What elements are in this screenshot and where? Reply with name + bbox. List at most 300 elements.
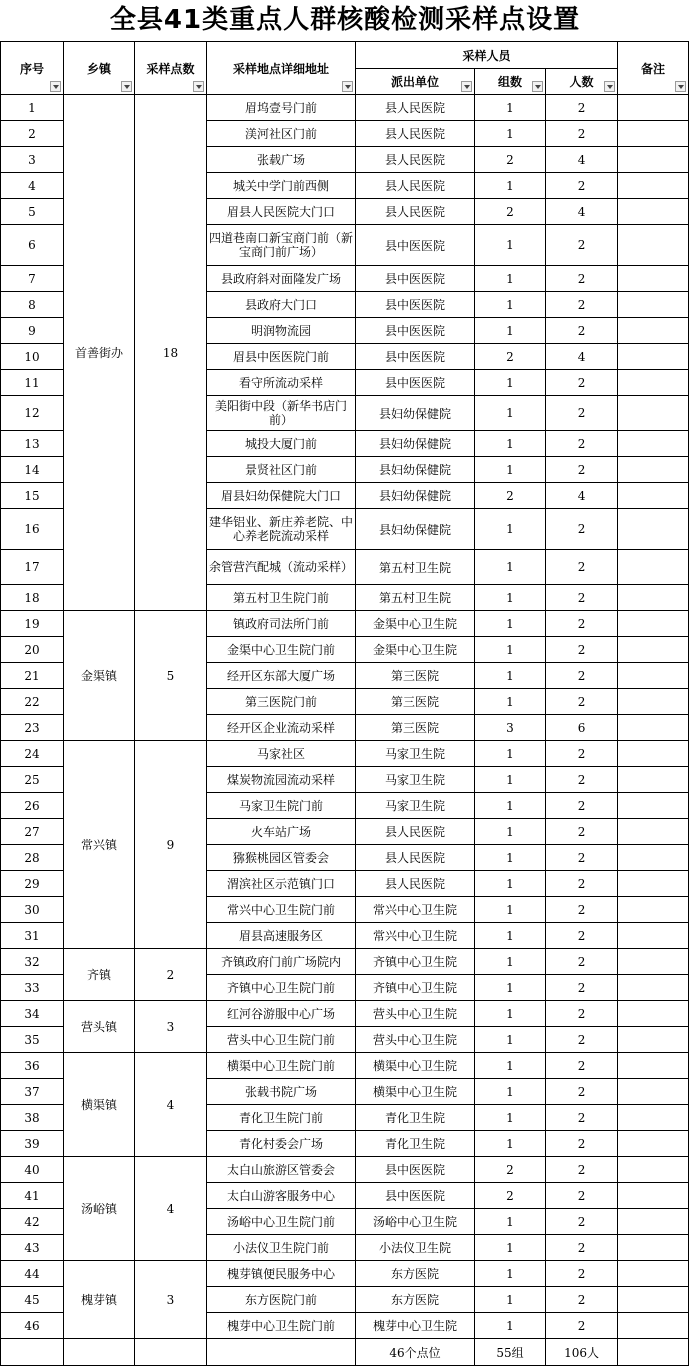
people-cell[interactable]: 2 xyxy=(546,1287,618,1313)
groups-cell[interactable]: 1 xyxy=(475,1105,546,1131)
point-count-cell[interactable]: 3 xyxy=(135,1001,207,1053)
seq-cell[interactable]: 22 xyxy=(1,689,64,715)
people-cell[interactable]: 2 xyxy=(546,292,618,318)
address-cell[interactable]: 四道巷南口新宝商门前（新宝商门前广场） xyxy=(207,225,356,266)
address-cell[interactable]: 青化村委会广场 xyxy=(207,1131,356,1157)
groups-cell[interactable]: 1 xyxy=(475,95,546,121)
groups-cell[interactable]: 1 xyxy=(475,611,546,637)
unit-cell[interactable]: 县人民医院 xyxy=(356,845,475,871)
people-cell[interactable]: 2 xyxy=(546,1027,618,1053)
address-cell[interactable]: 齐镇政府门前广场院内 xyxy=(207,949,356,975)
address-cell[interactable]: 太白山旅游区管委会 xyxy=(207,1157,356,1183)
total-cell[interactable] xyxy=(64,1339,135,1366)
seq-cell[interactable]: 45 xyxy=(1,1287,64,1313)
address-cell[interactable]: 眉县中医医院门前 xyxy=(207,344,356,370)
note-cell[interactable] xyxy=(618,1183,689,1209)
groups-cell[interactable]: 1 xyxy=(475,1313,546,1339)
unit-cell[interactable]: 县人民医院 xyxy=(356,147,475,173)
address-cell[interactable]: 眉坞壹号门前 xyxy=(207,95,356,121)
address-cell[interactable]: 经开区企业流动采样 xyxy=(207,715,356,741)
total-points[interactable]: 46个点位 xyxy=(356,1339,475,1366)
note-cell[interactable] xyxy=(618,457,689,483)
groups-cell[interactable]: 2 xyxy=(475,147,546,173)
address-cell[interactable]: 太白山游客服务中心 xyxy=(207,1183,356,1209)
seq-cell[interactable]: 28 xyxy=(1,845,64,871)
total-cell[interactable] xyxy=(1,1339,64,1366)
people-cell[interactable]: 2 xyxy=(546,1313,618,1339)
people-cell[interactable]: 2 xyxy=(546,1001,618,1027)
groups-cell[interactable]: 1 xyxy=(475,793,546,819)
town-cell[interactable]: 常兴镇 xyxy=(64,741,135,949)
note-cell[interactable] xyxy=(618,585,689,611)
people-cell[interactable]: 2 xyxy=(546,95,618,121)
groups-cell[interactable]: 1 xyxy=(475,819,546,845)
seq-cell[interactable]: 13 xyxy=(1,431,64,457)
unit-cell[interactable]: 县妇幼保健院 xyxy=(356,483,475,509)
groups-cell[interactable]: 2 xyxy=(475,344,546,370)
people-cell[interactable]: 2 xyxy=(546,550,618,585)
note-cell[interactable] xyxy=(618,871,689,897)
seq-cell[interactable]: 34 xyxy=(1,1001,64,1027)
people-cell[interactable]: 4 xyxy=(546,483,618,509)
filter-dropdown-icon[interactable] xyxy=(675,81,686,92)
people-cell[interactable]: 2 xyxy=(546,897,618,923)
note-cell[interactable] xyxy=(618,509,689,550)
seq-cell[interactable]: 20 xyxy=(1,637,64,663)
groups-cell[interactable]: 1 xyxy=(475,663,546,689)
groups-cell[interactable]: 1 xyxy=(475,318,546,344)
groups-cell[interactable]: 1 xyxy=(475,509,546,550)
unit-cell[interactable]: 常兴中心卫生院 xyxy=(356,897,475,923)
seq-cell[interactable]: 33 xyxy=(1,975,64,1001)
note-cell[interactable] xyxy=(618,1157,689,1183)
seq-cell[interactable]: 44 xyxy=(1,1261,64,1287)
unit-cell[interactable]: 县中医医院 xyxy=(356,292,475,318)
address-cell[interactable]: 煤炭物流园流动采样 xyxy=(207,767,356,793)
address-cell[interactable]: 眉县人民医院大门口 xyxy=(207,199,356,225)
unit-cell[interactable]: 马家卫生院 xyxy=(356,793,475,819)
groups-cell[interactable]: 3 xyxy=(475,715,546,741)
note-cell[interactable] xyxy=(618,1235,689,1261)
filter-dropdown-icon[interactable] xyxy=(604,81,615,92)
people-cell[interactable]: 2 xyxy=(546,1053,618,1079)
people-cell[interactable]: 2 xyxy=(546,819,618,845)
people-cell[interactable]: 2 xyxy=(546,923,618,949)
groups-cell[interactable]: 1 xyxy=(475,585,546,611)
note-cell[interactable] xyxy=(618,689,689,715)
unit-cell[interactable]: 第三医院 xyxy=(356,715,475,741)
address-cell[interactable]: 眉县高速服务区 xyxy=(207,923,356,949)
people-cell[interactable]: 2 xyxy=(546,1157,618,1183)
groups-cell[interactable]: 1 xyxy=(475,871,546,897)
town-cell[interactable]: 金渠镇 xyxy=(64,611,135,741)
groups-cell[interactable]: 2 xyxy=(475,1157,546,1183)
address-cell[interactable]: 看守所流动采样 xyxy=(207,370,356,396)
unit-cell[interactable]: 营头中心卫生院 xyxy=(356,1027,475,1053)
people-cell[interactable]: 4 xyxy=(546,147,618,173)
town-cell[interactable]: 齐镇 xyxy=(64,949,135,1001)
unit-cell[interactable]: 县中医医院 xyxy=(356,370,475,396)
filter-dropdown-icon[interactable] xyxy=(50,81,61,92)
people-cell[interactable]: 2 xyxy=(546,225,618,266)
note-cell[interactable] xyxy=(618,1027,689,1053)
note-cell[interactable] xyxy=(618,1001,689,1027)
unit-cell[interactable]: 青化卫生院 xyxy=(356,1105,475,1131)
groups-cell[interactable]: 1 xyxy=(475,637,546,663)
note-cell[interactable] xyxy=(618,949,689,975)
groups-cell[interactable]: 2 xyxy=(475,1183,546,1209)
address-cell[interactable]: 渭滨社区示范镇门口 xyxy=(207,871,356,897)
address-cell[interactable]: 美阳街中段（新华书店门前） xyxy=(207,396,356,431)
unit-cell[interactable]: 东方医院 xyxy=(356,1287,475,1313)
town-cell[interactable]: 营头镇 xyxy=(64,1001,135,1053)
note-cell[interactable] xyxy=(618,923,689,949)
seq-cell[interactable]: 27 xyxy=(1,819,64,845)
people-cell[interactable]: 2 xyxy=(546,1105,618,1131)
seq-cell[interactable]: 14 xyxy=(1,457,64,483)
seq-cell[interactable]: 29 xyxy=(1,871,64,897)
groups-cell[interactable]: 1 xyxy=(475,1287,546,1313)
groups-cell[interactable]: 1 xyxy=(475,457,546,483)
address-cell[interactable]: 第三医院门前 xyxy=(207,689,356,715)
address-cell[interactable]: 青化卫生院门前 xyxy=(207,1105,356,1131)
people-cell[interactable]: 2 xyxy=(546,1235,618,1261)
seq-cell[interactable]: 23 xyxy=(1,715,64,741)
note-cell[interactable] xyxy=(618,1313,689,1339)
address-cell[interactable]: 余管营汽配城（流动采样） xyxy=(207,550,356,585)
note-cell[interactable] xyxy=(618,897,689,923)
note-cell[interactable] xyxy=(618,550,689,585)
people-cell[interactable]: 2 xyxy=(546,509,618,550)
total-cell[interactable] xyxy=(618,1339,689,1366)
people-cell[interactable]: 2 xyxy=(546,1209,618,1235)
address-cell[interactable]: 张载广场 xyxy=(207,147,356,173)
filter-dropdown-icon[interactable] xyxy=(532,81,543,92)
unit-cell[interactable]: 马家卫生院 xyxy=(356,741,475,767)
address-cell[interactable]: 第五村卫生院门前 xyxy=(207,585,356,611)
groups-cell[interactable]: 1 xyxy=(475,897,546,923)
unit-cell[interactable]: 县妇幼保健院 xyxy=(356,457,475,483)
groups-cell[interactable]: 1 xyxy=(475,1235,546,1261)
note-cell[interactable] xyxy=(618,1131,689,1157)
point-count-cell[interactable]: 4 xyxy=(135,1053,207,1157)
total-cell[interactable] xyxy=(207,1339,356,1366)
note-cell[interactable] xyxy=(618,663,689,689)
address-cell[interactable]: 营头中心卫生院门前 xyxy=(207,1027,356,1053)
point-count-cell[interactable]: 2 xyxy=(135,949,207,1001)
unit-cell[interactable]: 县人民医院 xyxy=(356,95,475,121)
note-cell[interactable] xyxy=(618,292,689,318)
seq-cell[interactable]: 15 xyxy=(1,483,64,509)
point-count-cell[interactable]: 9 xyxy=(135,741,207,949)
seq-cell[interactable]: 37 xyxy=(1,1079,64,1105)
groups-cell[interactable]: 1 xyxy=(475,975,546,1001)
note-cell[interactable] xyxy=(618,1261,689,1287)
note-cell[interactable] xyxy=(618,611,689,637)
groups-cell[interactable]: 1 xyxy=(475,1027,546,1053)
unit-cell[interactable]: 县人民医院 xyxy=(356,173,475,199)
address-cell[interactable]: 常兴中心卫生院门前 xyxy=(207,897,356,923)
seq-cell[interactable]: 36 xyxy=(1,1053,64,1079)
unit-cell[interactable]: 县中医医院 xyxy=(356,1157,475,1183)
unit-cell[interactable]: 县人民医院 xyxy=(356,871,475,897)
seq-cell[interactable]: 26 xyxy=(1,793,64,819)
address-cell[interactable]: 建华铝业、新庄养老院、中心养老院流动采样 xyxy=(207,509,356,550)
people-cell[interactable]: 2 xyxy=(546,871,618,897)
point-count-cell[interactable]: 3 xyxy=(135,1261,207,1339)
people-cell[interactable]: 2 xyxy=(546,318,618,344)
address-cell[interactable]: 城关中学门前西侧 xyxy=(207,173,356,199)
address-cell[interactable]: 明润物流园 xyxy=(207,318,356,344)
note-cell[interactable] xyxy=(618,741,689,767)
filter-dropdown-icon[interactable] xyxy=(342,81,353,92)
town-cell[interactable]: 首善街办 xyxy=(64,95,135,611)
note-cell[interactable] xyxy=(618,370,689,396)
groups-cell[interactable]: 1 xyxy=(475,1079,546,1105)
note-cell[interactable] xyxy=(618,121,689,147)
unit-cell[interactable]: 县妇幼保健院 xyxy=(356,431,475,457)
people-cell[interactable]: 2 xyxy=(546,431,618,457)
address-cell[interactable]: 景贤社区门前 xyxy=(207,457,356,483)
seq-cell[interactable]: 18 xyxy=(1,585,64,611)
address-cell[interactable]: 马家社区 xyxy=(207,741,356,767)
seq-cell[interactable]: 6 xyxy=(1,225,64,266)
seq-cell[interactable]: 2 xyxy=(1,121,64,147)
unit-cell[interactable]: 东方医院 xyxy=(356,1261,475,1287)
people-cell[interactable]: 2 xyxy=(546,793,618,819)
people-cell[interactable]: 2 xyxy=(546,173,618,199)
groups-cell[interactable]: 2 xyxy=(475,483,546,509)
seq-cell[interactable]: 12 xyxy=(1,396,64,431)
unit-cell[interactable]: 金渠中心卫生院 xyxy=(356,637,475,663)
groups-cell[interactable]: 1 xyxy=(475,225,546,266)
unit-cell[interactable]: 齐镇中心卫生院 xyxy=(356,975,475,1001)
groups-cell[interactable]: 1 xyxy=(475,1261,546,1287)
seq-cell[interactable]: 1 xyxy=(1,95,64,121)
point-count-cell[interactable]: 18 xyxy=(135,95,207,611)
note-cell[interactable] xyxy=(618,1287,689,1313)
filter-dropdown-icon[interactable] xyxy=(121,81,132,92)
seq-cell[interactable]: 38 xyxy=(1,1105,64,1131)
address-cell[interactable]: 东方医院门前 xyxy=(207,1287,356,1313)
note-cell[interactable] xyxy=(618,1053,689,1079)
people-cell[interactable]: 2 xyxy=(546,370,618,396)
unit-cell[interactable]: 营头中心卫生院 xyxy=(356,1001,475,1027)
unit-cell[interactable]: 县妇幼保健院 xyxy=(356,396,475,431)
seq-cell[interactable]: 42 xyxy=(1,1209,64,1235)
unit-cell[interactable]: 横渠中心卫生院 xyxy=(356,1053,475,1079)
people-cell[interactable]: 2 xyxy=(546,611,618,637)
people-cell[interactable]: 2 xyxy=(546,663,618,689)
groups-cell[interactable]: 1 xyxy=(475,1001,546,1027)
total-cell[interactable] xyxy=(135,1339,207,1366)
people-cell[interactable]: 2 xyxy=(546,637,618,663)
unit-cell[interactable]: 齐镇中心卫生院 xyxy=(356,949,475,975)
address-cell[interactable]: 横渠中心卫生院门前 xyxy=(207,1053,356,1079)
point-count-cell[interactable]: 4 xyxy=(135,1157,207,1261)
total-groups[interactable]: 55组 xyxy=(475,1339,546,1366)
people-cell[interactable]: 2 xyxy=(546,767,618,793)
unit-cell[interactable]: 马家卫生院 xyxy=(356,767,475,793)
groups-cell[interactable]: 1 xyxy=(475,689,546,715)
unit-cell[interactable]: 第三医院 xyxy=(356,689,475,715)
address-cell[interactable]: 金渠中心卫生院门前 xyxy=(207,637,356,663)
note-cell[interactable] xyxy=(618,1079,689,1105)
town-cell[interactable]: 槐芽镇 xyxy=(64,1261,135,1339)
unit-cell[interactable]: 县中医医院 xyxy=(356,266,475,292)
seq-cell[interactable]: 31 xyxy=(1,923,64,949)
people-cell[interactable]: 4 xyxy=(546,344,618,370)
note-cell[interactable] xyxy=(618,396,689,431)
unit-cell[interactable]: 县人民医院 xyxy=(356,199,475,225)
note-cell[interactable] xyxy=(618,431,689,457)
people-cell[interactable]: 2 xyxy=(546,949,618,975)
seq-cell[interactable]: 24 xyxy=(1,741,64,767)
seq-cell[interactable]: 7 xyxy=(1,266,64,292)
seq-cell[interactable]: 4 xyxy=(1,173,64,199)
seq-cell[interactable]: 19 xyxy=(1,611,64,637)
unit-cell[interactable]: 第五村卫生院 xyxy=(356,550,475,585)
seq-cell[interactable]: 9 xyxy=(1,318,64,344)
note-cell[interactable] xyxy=(618,483,689,509)
note-cell[interactable] xyxy=(618,637,689,663)
groups-cell[interactable]: 2 xyxy=(475,199,546,225)
unit-cell[interactable]: 金渠中心卫生院 xyxy=(356,611,475,637)
people-cell[interactable]: 2 xyxy=(546,121,618,147)
people-cell[interactable]: 2 xyxy=(546,1183,618,1209)
note-cell[interactable] xyxy=(618,975,689,1001)
address-cell[interactable]: 汤峪中心卫生院门前 xyxy=(207,1209,356,1235)
address-cell[interactable]: 眉县妇幼保健院大门口 xyxy=(207,483,356,509)
seq-cell[interactable]: 40 xyxy=(1,1157,64,1183)
address-cell[interactable]: 县政府大门口 xyxy=(207,292,356,318)
groups-cell[interactable]: 1 xyxy=(475,767,546,793)
people-cell[interactable]: 2 xyxy=(546,1079,618,1105)
seq-cell[interactable]: 3 xyxy=(1,147,64,173)
filter-dropdown-icon[interactable] xyxy=(461,81,472,92)
address-cell[interactable]: 红河谷游服中心广场 xyxy=(207,1001,356,1027)
groups-cell[interactable]: 1 xyxy=(475,121,546,147)
unit-cell[interactable]: 第三医院 xyxy=(356,663,475,689)
unit-cell[interactable]: 县妇幼保健院 xyxy=(356,509,475,550)
note-cell[interactable] xyxy=(618,1105,689,1131)
unit-cell[interactable]: 小法仪卫生院 xyxy=(356,1235,475,1261)
address-cell[interactable]: 小法仪卫生院门前 xyxy=(207,1235,356,1261)
note-cell[interactable] xyxy=(618,266,689,292)
groups-cell[interactable]: 1 xyxy=(475,949,546,975)
groups-cell[interactable]: 1 xyxy=(475,396,546,431)
groups-cell[interactable]: 1 xyxy=(475,1053,546,1079)
seq-cell[interactable]: 35 xyxy=(1,1027,64,1053)
address-cell[interactable]: 经开区东部大厦广场 xyxy=(207,663,356,689)
groups-cell[interactable]: 1 xyxy=(475,1131,546,1157)
seq-cell[interactable]: 16 xyxy=(1,509,64,550)
note-cell[interactable] xyxy=(618,95,689,121)
unit-cell[interactable]: 县中医医院 xyxy=(356,344,475,370)
people-cell[interactable]: 4 xyxy=(546,199,618,225)
unit-cell[interactable]: 槐芽中心卫生院 xyxy=(356,1313,475,1339)
note-cell[interactable] xyxy=(618,715,689,741)
unit-cell[interactable]: 横渠中心卫生院 xyxy=(356,1079,475,1105)
groups-cell[interactable]: 1 xyxy=(475,845,546,871)
groups-cell[interactable]: 1 xyxy=(475,923,546,949)
address-cell[interactable]: 槐芽镇便民服务中心 xyxy=(207,1261,356,1287)
groups-cell[interactable]: 1 xyxy=(475,292,546,318)
address-cell[interactable]: 火车站广场 xyxy=(207,819,356,845)
note-cell[interactable] xyxy=(618,793,689,819)
groups-cell[interactable]: 1 xyxy=(475,550,546,585)
seq-cell[interactable]: 8 xyxy=(1,292,64,318)
groups-cell[interactable]: 1 xyxy=(475,1209,546,1235)
note-cell[interactable] xyxy=(618,147,689,173)
note-cell[interactable] xyxy=(618,318,689,344)
total-people[interactable]: 106人 xyxy=(546,1339,618,1366)
address-cell[interactable]: 齐镇中心卫生院门前 xyxy=(207,975,356,1001)
address-cell[interactable]: 马家卫生院门前 xyxy=(207,793,356,819)
note-cell[interactable] xyxy=(618,173,689,199)
seq-cell[interactable]: 5 xyxy=(1,199,64,225)
seq-cell[interactable]: 10 xyxy=(1,344,64,370)
seq-cell[interactable]: 30 xyxy=(1,897,64,923)
note-cell[interactable] xyxy=(618,344,689,370)
seq-cell[interactable]: 17 xyxy=(1,550,64,585)
note-cell[interactable] xyxy=(618,1209,689,1235)
unit-cell[interactable]: 县中医医院 xyxy=(356,1183,475,1209)
seq-cell[interactable]: 25 xyxy=(1,767,64,793)
note-cell[interactable] xyxy=(618,767,689,793)
note-cell[interactable] xyxy=(618,199,689,225)
people-cell[interactable]: 2 xyxy=(546,266,618,292)
unit-cell[interactable]: 青化卫生院 xyxy=(356,1131,475,1157)
people-cell[interactable]: 2 xyxy=(546,741,618,767)
unit-cell[interactable]: 第五村卫生院 xyxy=(356,585,475,611)
groups-cell[interactable]: 1 xyxy=(475,431,546,457)
address-cell[interactable]: 渼河社区门前 xyxy=(207,121,356,147)
town-cell[interactable]: 横渠镇 xyxy=(64,1053,135,1157)
people-cell[interactable]: 2 xyxy=(546,1261,618,1287)
unit-cell[interactable]: 县中医医院 xyxy=(356,318,475,344)
address-cell[interactable]: 城投大厦门前 xyxy=(207,431,356,457)
people-cell[interactable]: 2 xyxy=(546,1131,618,1157)
note-cell[interactable] xyxy=(618,845,689,871)
people-cell[interactable]: 2 xyxy=(546,689,618,715)
unit-cell[interactable]: 县中医医院 xyxy=(356,225,475,266)
seq-cell[interactable]: 11 xyxy=(1,370,64,396)
people-cell[interactable]: 6 xyxy=(546,715,618,741)
unit-cell[interactable]: 县人民医院 xyxy=(356,819,475,845)
unit-cell[interactable]: 常兴中心卫生院 xyxy=(356,923,475,949)
address-cell[interactable]: 县政府斜对面隆发广场 xyxy=(207,266,356,292)
address-cell[interactable]: 槐芽中心卫生院门前 xyxy=(207,1313,356,1339)
note-cell[interactable] xyxy=(618,225,689,266)
seq-cell[interactable]: 41 xyxy=(1,1183,64,1209)
address-cell[interactable]: 猕猴桃园区管委会 xyxy=(207,845,356,871)
people-cell[interactable]: 2 xyxy=(546,585,618,611)
town-cell[interactable]: 汤峪镇 xyxy=(64,1157,135,1261)
people-cell[interactable]: 2 xyxy=(546,396,618,431)
people-cell[interactable]: 2 xyxy=(546,457,618,483)
groups-cell[interactable]: 1 xyxy=(475,173,546,199)
address-cell[interactable]: 张载书院广场 xyxy=(207,1079,356,1105)
unit-cell[interactable]: 县人民医院 xyxy=(356,121,475,147)
seq-cell[interactable]: 43 xyxy=(1,1235,64,1261)
seq-cell[interactable]: 21 xyxy=(1,663,64,689)
seq-cell[interactable]: 39 xyxy=(1,1131,64,1157)
people-cell[interactable]: 2 xyxy=(546,975,618,1001)
groups-cell[interactable]: 1 xyxy=(475,266,546,292)
seq-cell[interactable]: 46 xyxy=(1,1313,64,1339)
filter-dropdown-icon[interactable] xyxy=(193,81,204,92)
